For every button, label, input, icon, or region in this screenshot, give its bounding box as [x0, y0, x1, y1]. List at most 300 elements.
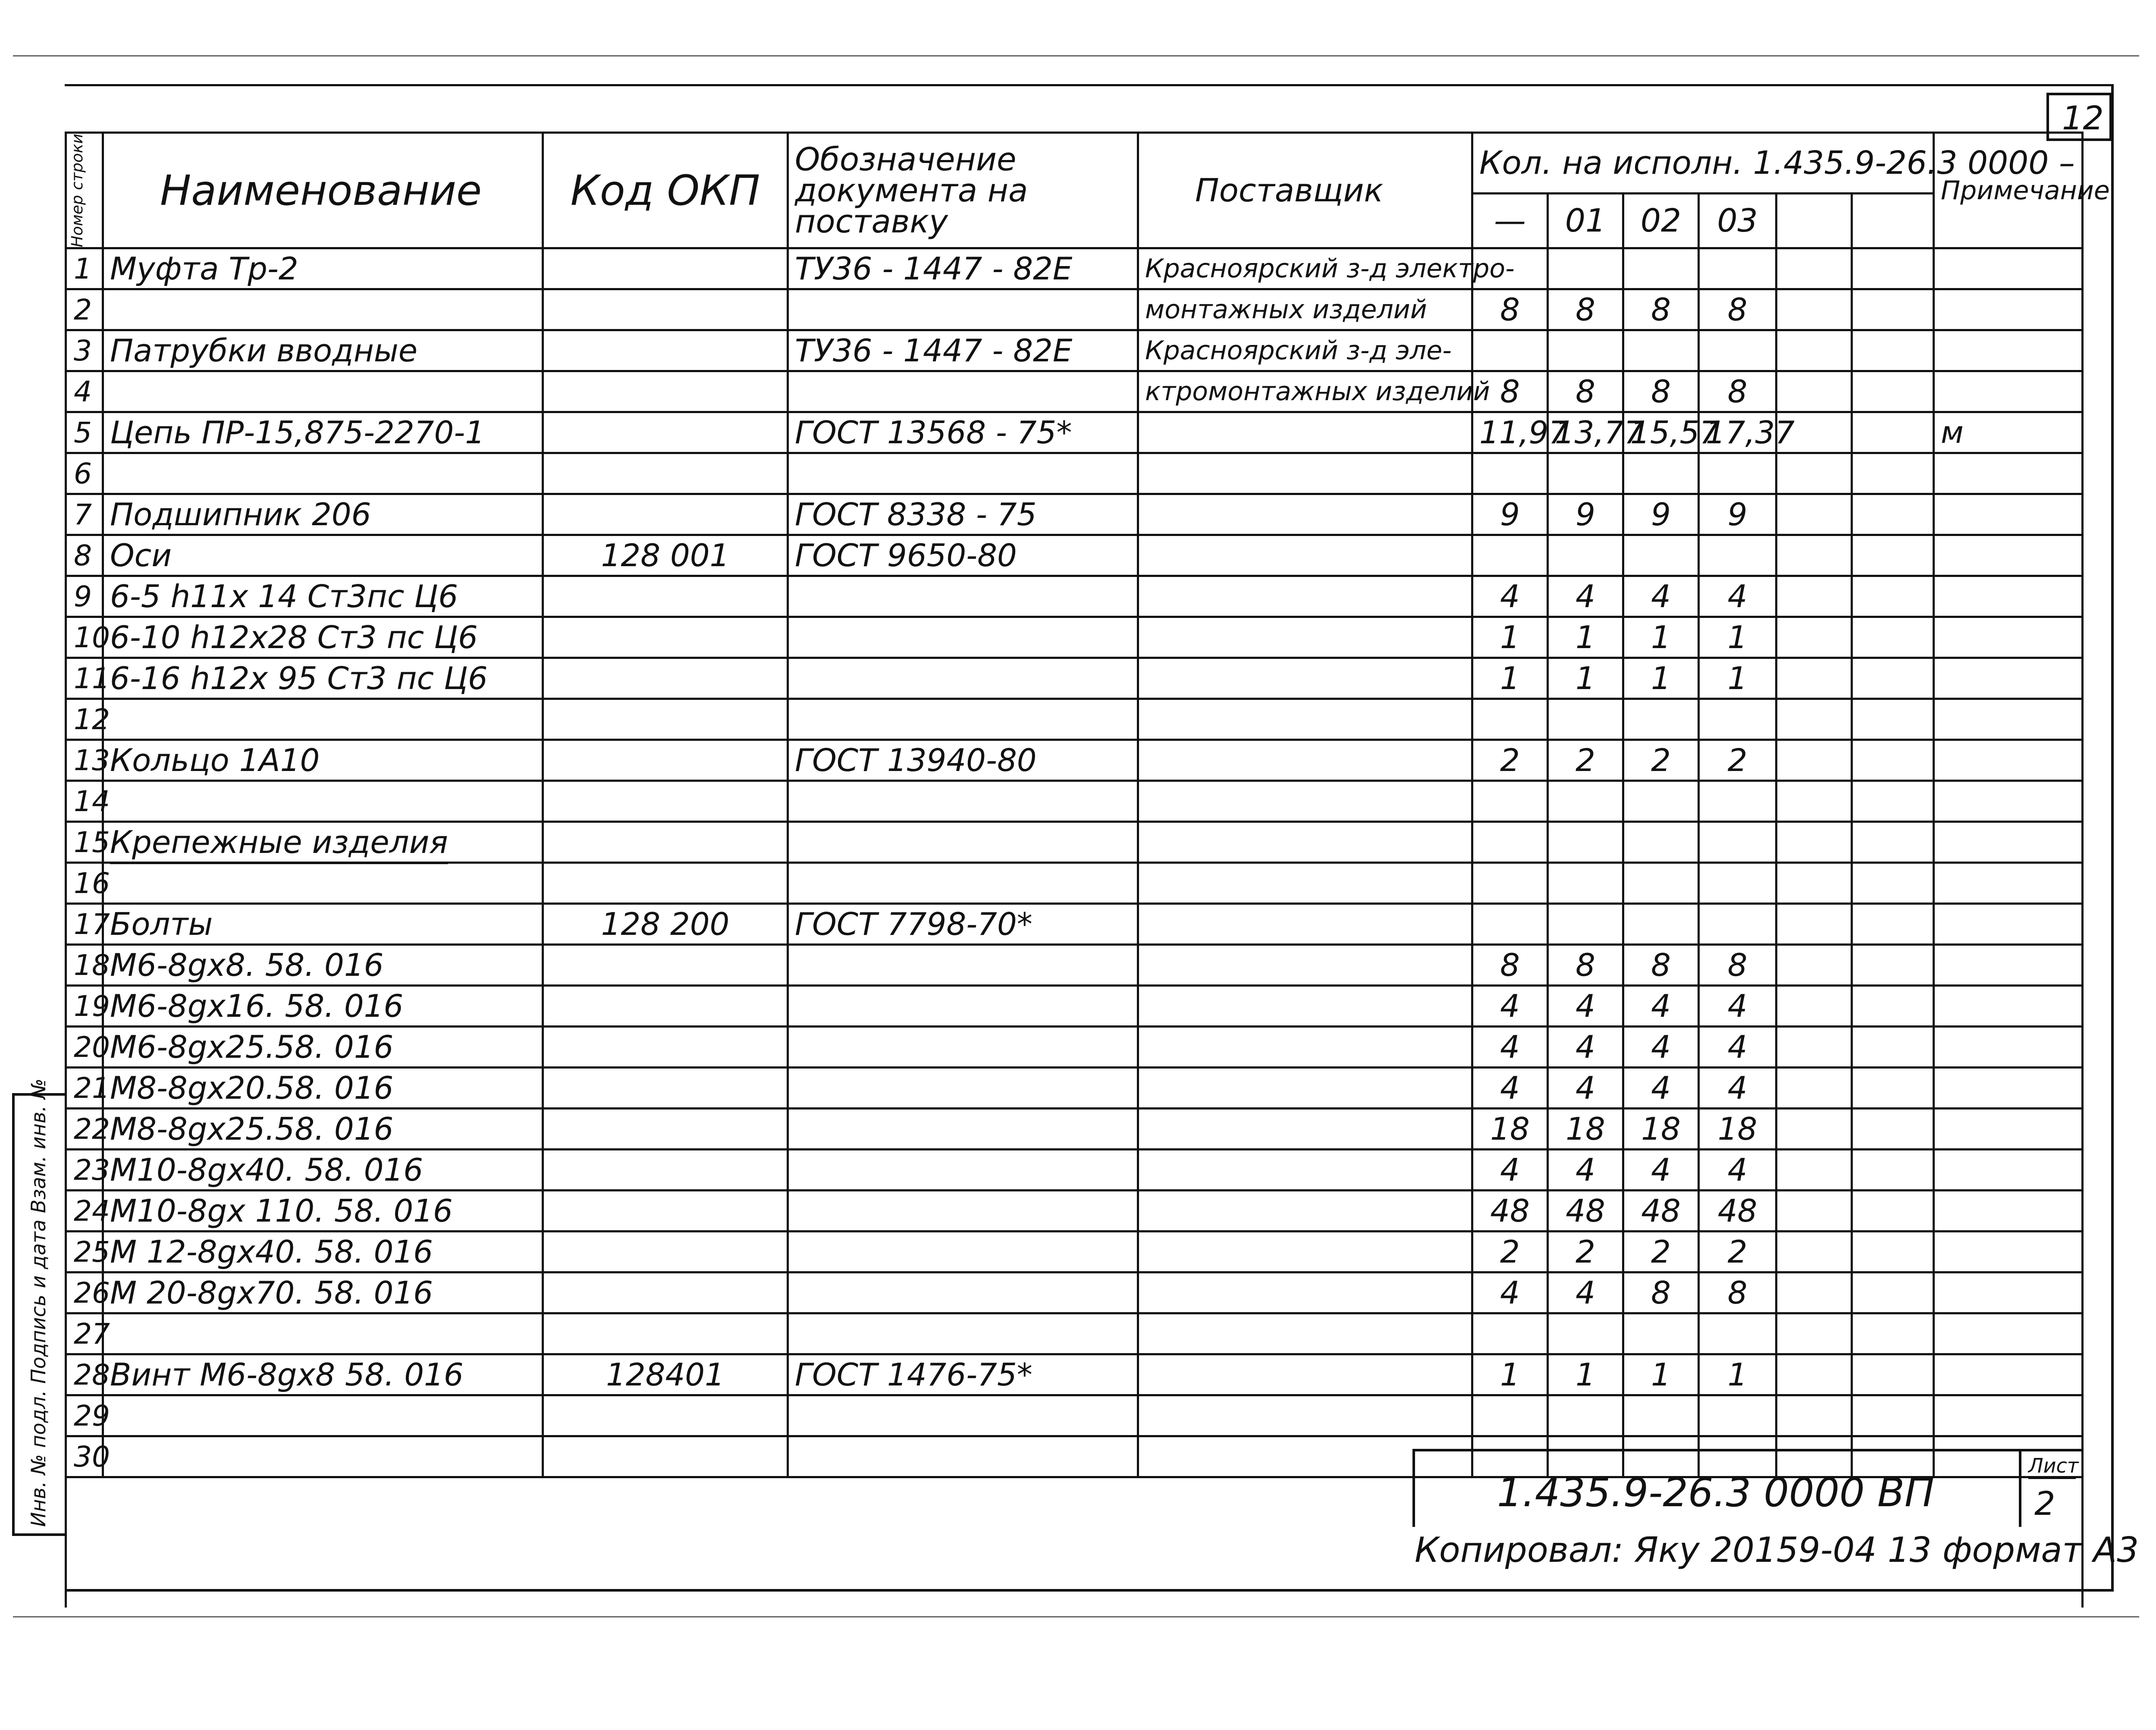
- cell-row-no: 25: [66, 1232, 103, 1272]
- cell-qty-5: [1852, 699, 1934, 740]
- table-row: [66, 1272, 2083, 1313]
- cell-qty-4: [1776, 289, 1852, 330]
- cell-doc: ГОСТ 7798-70*: [788, 904, 1138, 945]
- cell-qty-4: [1776, 1068, 1852, 1109]
- cell-doc: [788, 822, 1138, 863]
- cell-name: Патрубки вводные: [103, 330, 543, 371]
- table-row: [66, 412, 2083, 453]
- cell-qty-2: 18: [1623, 1109, 1699, 1150]
- cell-qty-4: [1776, 1109, 1852, 1150]
- cell-supplier: [1138, 945, 1472, 986]
- cell-doc: [788, 1313, 1138, 1354]
- cell-qty-5: [1852, 248, 1934, 289]
- cell-okp: [543, 289, 788, 330]
- cell-row-no: 12: [66, 699, 103, 740]
- cell-qty-4: [1776, 986, 1852, 1027]
- cell-qty-3: [1699, 330, 1776, 371]
- cell-qty-1: [1548, 1395, 1623, 1436]
- cell-row-no: 3: [66, 330, 103, 371]
- cell-qty-0: [1472, 535, 1548, 576]
- cell-row-no: 23: [66, 1150, 103, 1191]
- header-okp: Код ОКП: [543, 133, 788, 248]
- cell-qty-0: 9: [1472, 494, 1548, 535]
- cell-qty-2: [1623, 904, 1699, 945]
- table-row: [66, 576, 2083, 617]
- cell-qty-3: [1699, 453, 1776, 494]
- cell-row-no: 21: [66, 1068, 103, 1109]
- cell-okp: [543, 822, 788, 863]
- cell-name: [103, 453, 543, 494]
- cell-row-no: 5: [66, 412, 103, 453]
- cell-qty-3: 2: [1699, 740, 1776, 781]
- table-row: [66, 658, 2083, 699]
- table-row: [66, 330, 2083, 371]
- cell-okp: [543, 248, 788, 289]
- cell-note: [1934, 1027, 2083, 1068]
- cell-note: [1934, 494, 2083, 535]
- cell-qty-1: [1548, 330, 1623, 371]
- table-row: [66, 1150, 2083, 1191]
- cell-note: [1934, 1150, 2083, 1191]
- cell-qty-3: 4: [1699, 1150, 1776, 1191]
- cell-name: М6-8gx16. 58. 016: [103, 986, 543, 1027]
- cell-note: [1934, 289, 2083, 330]
- table-row: [66, 494, 2083, 535]
- cell-okp: 128 001: [543, 535, 788, 576]
- cell-qty-0: 2: [1472, 740, 1548, 781]
- cell-okp: [543, 1436, 788, 1477]
- cell-qty-1: [1548, 699, 1623, 740]
- cell-note: [1934, 330, 2083, 371]
- cell-qty-5: [1852, 1395, 1934, 1436]
- cell-qty-1: 8: [1548, 371, 1623, 412]
- cell-qty-2: [1623, 330, 1699, 371]
- cell-supplier: [1138, 986, 1472, 1027]
- cell-row-no: 14: [66, 781, 103, 822]
- table-row: [66, 986, 2083, 1027]
- header-doc: Обозначение документа на поставку: [788, 133, 1138, 248]
- cell-doc: [788, 1109, 1138, 1150]
- cell-name: [103, 1436, 543, 1477]
- table-row: [66, 904, 2083, 945]
- cell-note: [1934, 1313, 2083, 1354]
- cell-qty-5: [1852, 371, 1934, 412]
- cell-supplier: Красноярский з-д электро-: [1138, 248, 1472, 289]
- cell-qty-3: [1699, 248, 1776, 289]
- table-row: [66, 1068, 2083, 1109]
- cell-qty-3: [1699, 1313, 1776, 1354]
- cell-supplier: [1138, 699, 1472, 740]
- scan-edge-top: [13, 55, 2139, 56]
- cell-qty-5: [1852, 1191, 1934, 1232]
- cell-qty-0: 4: [1472, 1068, 1548, 1109]
- cell-doc: ТУ36 - 1447 - 82Е: [788, 248, 1138, 289]
- cell-qty-1: 4: [1548, 576, 1623, 617]
- cell-row-no: 24: [66, 1191, 103, 1232]
- cell-doc: [788, 986, 1138, 1027]
- designation: 1.435.9-26.3 0000 ВП: [1497, 1470, 1935, 1516]
- cell-name: 6-5 h11x 14 Ст3пс Ц6: [103, 576, 543, 617]
- table-row: [66, 289, 2083, 330]
- cell-qty-2: [1623, 863, 1699, 904]
- cell-qty-3: 8: [1699, 289, 1776, 330]
- cell-qty-3: 1: [1699, 617, 1776, 658]
- cell-qty-1: [1548, 904, 1623, 945]
- cell-note: [1934, 576, 2083, 617]
- cell-okp: [543, 1395, 788, 1436]
- cell-qty-0: [1472, 781, 1548, 822]
- cell-qty-1: 4: [1548, 1068, 1623, 1109]
- cell-qty-0: 1: [1472, 1354, 1548, 1395]
- sheet-value: 2: [2034, 1484, 2056, 1523]
- cell-qty-1: 2: [1548, 740, 1623, 781]
- cell-qty-4: [1776, 248, 1852, 289]
- cell-note: [1934, 1272, 2083, 1313]
- cell-okp: 128 200: [543, 904, 788, 945]
- table-row: [66, 535, 2083, 576]
- cell-supplier: [1138, 1068, 1472, 1109]
- cell-row-no: 20: [66, 1027, 103, 1068]
- header-qty-group: Кол. на исполн. 1.435.9-26.3 0000 –: [1472, 133, 1934, 194]
- cell-qty-1: 4: [1548, 986, 1623, 1027]
- cell-row-no: 7: [66, 494, 103, 535]
- cell-qty-3: 4: [1699, 986, 1776, 1027]
- cell-supplier: [1138, 576, 1472, 617]
- cell-qty-0: [1472, 863, 1548, 904]
- cell-okp: [543, 1313, 788, 1354]
- sheet-number: 12: [2062, 99, 2104, 137]
- cell-qty-2: [1623, 1395, 1699, 1436]
- title-block: [1412, 1449, 2084, 1527]
- table-row: [66, 1354, 2083, 1395]
- cell-qty-2: 1: [1623, 617, 1699, 658]
- cell-doc: ГОСТ 13940-80: [788, 740, 1138, 781]
- cell-row-no: 19: [66, 986, 103, 1027]
- cell-supplier: [1138, 781, 1472, 822]
- cell-row-no: 10: [66, 617, 103, 658]
- cell-qty-3: 8: [1699, 1272, 1776, 1313]
- cell-supplier: Красноярский з-д эле-: [1138, 330, 1472, 371]
- cell-qty-3: 4: [1699, 576, 1776, 617]
- table-row: [66, 1313, 2083, 1354]
- side-stamp: [12, 1078, 66, 1536]
- cell-okp: [543, 1232, 788, 1272]
- cell-row-no: 13: [66, 740, 103, 781]
- cell-qty-1: 13,77: [1548, 412, 1623, 453]
- cell-doc: ГОСТ 8338 - 75: [788, 494, 1138, 535]
- cell-qty-4: [1776, 576, 1852, 617]
- cell-row-no: 15: [66, 822, 103, 863]
- cell-qty-0: [1472, 822, 1548, 863]
- cell-note: [1934, 986, 2083, 1027]
- cell-name: Винт М6-8gx8 58. 016: [103, 1354, 543, 1395]
- cell-qty-5: [1852, 986, 1934, 1027]
- table-row: [66, 863, 2083, 904]
- cell-okp: [543, 1150, 788, 1191]
- cell-row-no: 29: [66, 1395, 103, 1436]
- cell-qty-0: 4: [1472, 1272, 1548, 1313]
- cell-qty-2: 8: [1623, 289, 1699, 330]
- cell-supplier: [1138, 1150, 1472, 1191]
- cell-note: [1934, 1354, 2083, 1395]
- cell-okp: [543, 945, 788, 986]
- cell-qty-1: [1548, 822, 1623, 863]
- cell-okp: [543, 1027, 788, 1068]
- cell-doc: [788, 617, 1138, 658]
- cell-qty-0: 2: [1472, 1232, 1548, 1272]
- cell-qty-3: 17,37: [1699, 412, 1776, 453]
- cell-qty-3: [1699, 863, 1776, 904]
- cell-doc: [788, 1395, 1138, 1436]
- cell-note: [1934, 658, 2083, 699]
- cell-okp: [543, 658, 788, 699]
- cell-row-no: 30: [66, 1436, 103, 1477]
- cell-qty-5: [1852, 289, 1934, 330]
- frame-right-line: [2111, 84, 2114, 1591]
- cell-note: [1934, 1395, 2083, 1436]
- cell-qty-5: [1852, 1109, 1934, 1150]
- cell-qty-2: [1623, 699, 1699, 740]
- table-row: [66, 1109, 2083, 1150]
- cell-qty-2: 8: [1623, 371, 1699, 412]
- cell-supplier: [1138, 617, 1472, 658]
- cell-qty-3: [1699, 699, 1776, 740]
- cell-note: м: [1934, 412, 2083, 453]
- cell-qty-2: 2: [1623, 1232, 1699, 1272]
- cell-row-no: 16: [66, 863, 103, 904]
- cell-qty-4: [1776, 863, 1852, 904]
- cell-doc: [788, 289, 1138, 330]
- cell-qty-1: 4: [1548, 1027, 1623, 1068]
- cell-okp: [543, 781, 788, 822]
- cell-qty-3: 18: [1699, 1109, 1776, 1150]
- cell-qty-5: [1852, 740, 1934, 781]
- cell-qty-5: [1852, 658, 1934, 699]
- cell-qty-4: [1776, 1313, 1852, 1354]
- cell-doc: [788, 1436, 1138, 1477]
- cell-qty-0: [1472, 1395, 1548, 1436]
- cell-name: [103, 289, 543, 330]
- cell-row-no: 4: [66, 371, 103, 412]
- cell-qty-4: [1776, 535, 1852, 576]
- cell-qty-3: [1699, 1395, 1776, 1436]
- cell-doc: ГОСТ 13568 - 75*: [788, 412, 1138, 453]
- cell-doc: [788, 453, 1138, 494]
- cell-qty-5: [1852, 1272, 1934, 1313]
- cell-supplier: монтажных изделий: [1138, 289, 1472, 330]
- cell-row-no: 22: [66, 1109, 103, 1150]
- cell-qty-0: [1472, 904, 1548, 945]
- cell-qty-5: [1852, 535, 1934, 576]
- cell-qty-0: [1472, 699, 1548, 740]
- table-row: [66, 371, 2083, 412]
- cell-qty-0: [1472, 453, 1548, 494]
- cell-doc: [788, 1191, 1138, 1232]
- cell-row-no: 28: [66, 1354, 103, 1395]
- cell-supplier: [1138, 822, 1472, 863]
- cell-qty-2: [1623, 535, 1699, 576]
- cell-qty-2: 8: [1623, 1272, 1699, 1313]
- spec-table: [65, 132, 2110, 1608]
- header-name: Наименование: [103, 133, 543, 248]
- cell-qty-5: [1852, 781, 1934, 822]
- cell-name: М6-8gx25.58. 016: [103, 1027, 543, 1068]
- cell-name: М 12-8gx40. 58. 016: [103, 1232, 543, 1272]
- cell-qty-0: 1: [1472, 617, 1548, 658]
- cell-supplier: [1138, 658, 1472, 699]
- cell-qty-1: 1: [1548, 1354, 1623, 1395]
- cell-qty-5: [1852, 617, 1934, 658]
- cell-qty-5: [1852, 1027, 1934, 1068]
- cell-okp: [543, 494, 788, 535]
- cell-qty-1: 9: [1548, 494, 1623, 535]
- cell-qty-3: [1699, 781, 1776, 822]
- cell-qty-5: [1852, 576, 1934, 617]
- table-row: [66, 1027, 2083, 1068]
- cell-supplier: [1138, 904, 1472, 945]
- cell-qty-4: [1776, 1395, 1852, 1436]
- cell-qty-0: 18: [1472, 1109, 1548, 1150]
- cell-qty-2: [1623, 1313, 1699, 1354]
- cell-okp: [543, 453, 788, 494]
- cell-qty-3: 4: [1699, 1068, 1776, 1109]
- cell-qty-2: 48: [1623, 1191, 1699, 1232]
- table-row: [66, 781, 2083, 822]
- cell-qty-4: [1776, 658, 1852, 699]
- cell-name: [103, 863, 543, 904]
- cell-qty-1: [1548, 535, 1623, 576]
- cell-qty-5: [1852, 945, 1934, 986]
- cell-supplier: [1138, 1191, 1472, 1232]
- header-qty-col-1: 01: [1548, 193, 1623, 248]
- cell-note: [1934, 1232, 2083, 1272]
- sheet-box: [2019, 1451, 2084, 1527]
- cell-qty-5: [1852, 1232, 1934, 1272]
- cell-qty-1: [1548, 781, 1623, 822]
- cell-qty-5: [1852, 1354, 1934, 1395]
- cell-note: [1934, 699, 2083, 740]
- cell-doc: [788, 371, 1138, 412]
- cell-qty-1: 4: [1548, 1150, 1623, 1191]
- cell-qty-3: 2: [1699, 1232, 1776, 1272]
- cell-okp: [543, 986, 788, 1027]
- table-row: [66, 822, 2083, 863]
- cell-qty-2: 8: [1623, 945, 1699, 986]
- cell-note: [1934, 740, 2083, 781]
- cell-qty-0: 8: [1472, 371, 1548, 412]
- table-row: [66, 1395, 2083, 1436]
- cell-supplier: [1138, 1027, 1472, 1068]
- cell-name: [103, 699, 543, 740]
- cell-qty-2: 4: [1623, 1150, 1699, 1191]
- cell-qty-4: [1776, 822, 1852, 863]
- cell-qty-0: [1472, 330, 1548, 371]
- cell-doc: [788, 1150, 1138, 1191]
- cell-name: [103, 1395, 543, 1436]
- cell-okp: [543, 412, 788, 453]
- cell-note: [1934, 617, 2083, 658]
- cell-doc: [788, 658, 1138, 699]
- table-row: [66, 699, 2083, 740]
- cell-qty-4: [1776, 1272, 1852, 1313]
- cell-qty-4: [1776, 1150, 1852, 1191]
- table-row: [66, 1191, 2083, 1232]
- cell-qty-5: [1852, 412, 1934, 453]
- cell-doc: [788, 1068, 1138, 1109]
- cell-qty-1: 4: [1548, 1272, 1623, 1313]
- cell-doc: ТУ36 - 1447 - 82Е: [788, 330, 1138, 371]
- cell-row-no: 2: [66, 289, 103, 330]
- table-row: [66, 617, 2083, 658]
- cell-qty-0: 8: [1472, 289, 1548, 330]
- cell-qty-1: [1548, 248, 1623, 289]
- cell-qty-0: 8: [1472, 945, 1548, 986]
- cell-supplier: [1138, 1354, 1472, 1395]
- cell-qty-4: [1776, 904, 1852, 945]
- cell-qty-4: [1776, 740, 1852, 781]
- cell-name: М10-8gx 110. 58. 016: [103, 1191, 543, 1232]
- table-row: [66, 740, 2083, 781]
- cell-note: [1934, 822, 2083, 863]
- cell-doc: [788, 1272, 1138, 1313]
- cell-qty-0: 1: [1472, 658, 1548, 699]
- cell-qty-0: 11,97: [1472, 412, 1548, 453]
- header-qty-col-2: 02: [1623, 193, 1699, 248]
- cell-note: [1934, 945, 2083, 986]
- cell-doc: [788, 576, 1138, 617]
- header-row-no: [66, 133, 103, 248]
- cell-name: Крепежные изделия: [103, 822, 543, 863]
- cell-okp: [543, 371, 788, 412]
- cell-row-no: 9: [66, 576, 103, 617]
- cell-qty-2: 1: [1623, 1354, 1699, 1395]
- cell-note: [1934, 1191, 2083, 1232]
- cell-qty-0: 4: [1472, 1150, 1548, 1191]
- cell-qty-2: [1623, 781, 1699, 822]
- header-row-no-text: Номер строки: [69, 134, 86, 248]
- cell-qty-1: 2: [1548, 1232, 1623, 1272]
- cell-name: М8-8gx25.58. 016: [103, 1109, 543, 1150]
- cell-qty-4: [1776, 781, 1852, 822]
- cell-name: [103, 1313, 543, 1354]
- cell-qty-3: 4: [1699, 1027, 1776, 1068]
- cell-okp: [543, 863, 788, 904]
- cell-qty-4: [1776, 371, 1852, 412]
- cell-doc: ГОСТ 1476-75*: [788, 1354, 1138, 1395]
- header-qty-col-0: —: [1472, 193, 1548, 248]
- cell-qty-3: 1: [1699, 1354, 1776, 1395]
- header-qty-col-5: [1852, 193, 1934, 248]
- cell-note: [1934, 781, 2083, 822]
- cell-qty-3: 8: [1699, 371, 1776, 412]
- cell-row-no: 11: [66, 658, 103, 699]
- cell-qty-2: [1623, 248, 1699, 289]
- cell-qty-2: 2: [1623, 740, 1699, 781]
- cell-okp: [543, 330, 788, 371]
- cell-name: М 20-8gx70. 58. 016: [103, 1272, 543, 1313]
- table-row: [66, 1232, 2083, 1272]
- cell-qty-2: 4: [1623, 1068, 1699, 1109]
- cell-qty-4: [1776, 617, 1852, 658]
- cell-note: [1934, 371, 2083, 412]
- cell-qty-0: 4: [1472, 1027, 1548, 1068]
- cell-note: [1934, 1109, 2083, 1150]
- cell-qty-1: 1: [1548, 658, 1623, 699]
- cell-qty-3: 9: [1699, 494, 1776, 535]
- cell-note: [1934, 1068, 2083, 1109]
- cell-qty-4: [1776, 494, 1852, 535]
- cell-qty-5: [1852, 904, 1934, 945]
